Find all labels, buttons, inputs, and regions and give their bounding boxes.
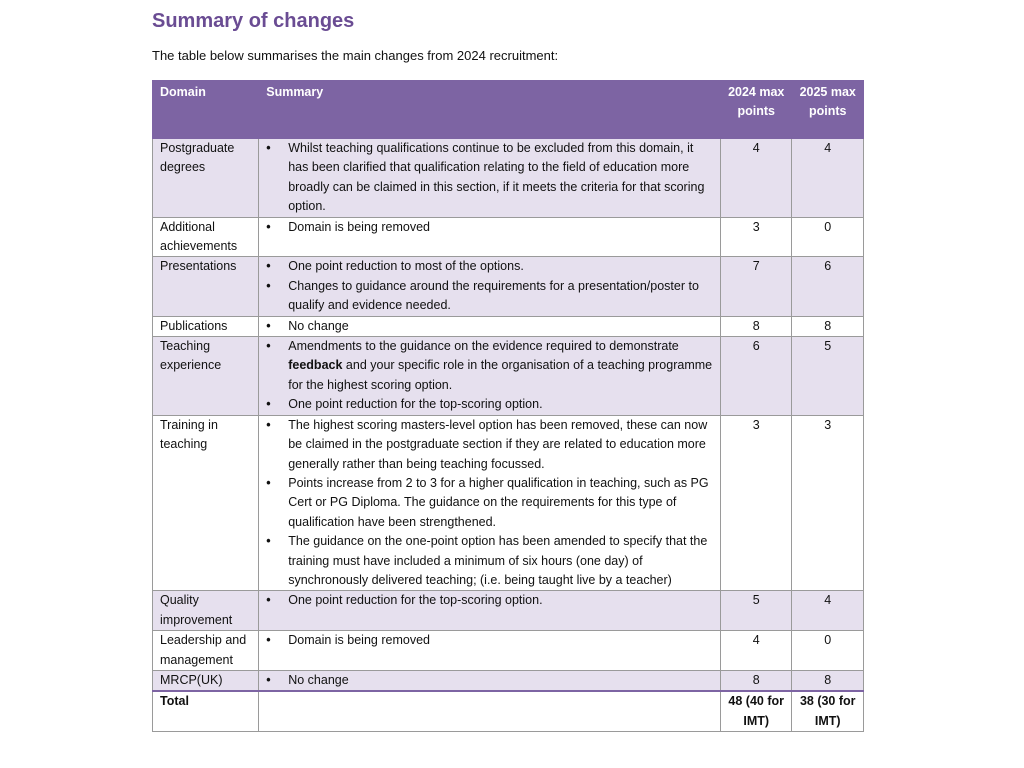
summary-cell (259, 139, 721, 218)
domain-cell: Quality improvement (153, 591, 259, 631)
changes-table (152, 80, 864, 732)
summary-bullet: • Changes to guidance around the requirements for a presentation/poster to qualify and evidence needed. (261, 277, 714, 316)
max-points-2025-cell: 0 (792, 217, 864, 257)
summary-bullet: • One point reduction for the top-scoring option. (261, 591, 714, 610)
table-row (153, 337, 864, 416)
max-points-2024-cell: 3 (720, 415, 792, 591)
table-row (153, 139, 864, 218)
header-2024-max-points: 2024 max points (720, 81, 792, 139)
max-points-2024-cell: 7 (720, 257, 792, 316)
summary-bullet: • No change (261, 671, 714, 690)
table-row (153, 257, 864, 316)
max-points-2025-cell: 4 (792, 139, 864, 218)
max-points-2024-cell: 3 (720, 217, 792, 257)
summary-bullet: • The guidance on the one-point option has been amended to specify that the training must have included a minimum of six hours (one day) of synchronously delivered teaching; (i.e. being taught live by a teacher) (261, 532, 714, 590)
domain-cell: Teaching experience (153, 337, 259, 416)
summary-cell (259, 337, 721, 416)
max-points-2025-cell: 0 (792, 631, 864, 671)
table-row (153, 591, 864, 631)
max-points-2025-cell: 6 (792, 257, 864, 316)
summary-cell (259, 316, 721, 336)
table-row (153, 415, 864, 591)
summary-bullet: • One point reduction for the top-scoring option. (261, 395, 714, 414)
summary-bullet: • Domain is being removed (261, 218, 714, 237)
document-page (152, 8, 864, 728)
max-points-2025-cell: 5 (792, 337, 864, 416)
domain-cell: Leadership and management (153, 631, 259, 671)
summary-cell (259, 217, 721, 257)
summary-bullet: • No change (261, 317, 714, 336)
page-title: Summary of changes (152, 10, 355, 32)
table-header-row (153, 81, 864, 139)
summary-bullet-list (261, 416, 714, 591)
header-2025-max-points: 2025 max points (792, 81, 864, 139)
max-points-2025-cell: 8 (792, 670, 864, 691)
domain-cell: Training in teaching (153, 415, 259, 591)
max-points-2024-cell: 4 (720, 631, 792, 671)
summary-cell (259, 591, 721, 631)
summary-bullet: • One point reduction to most of the options. (261, 257, 714, 276)
summary-bullet: • Domain is being removed (261, 631, 714, 650)
emphasis-text: feedback (288, 358, 343, 373)
domain-cell: Publications (153, 316, 259, 336)
summary-bullet-list (261, 317, 714, 336)
total-summary-empty (259, 691, 721, 731)
table-row (153, 316, 864, 336)
domain-cell: Postgraduate degrees (153, 139, 259, 218)
table-body (153, 139, 864, 732)
max-points-2024-cell: 6 (720, 337, 792, 416)
header-summary: Summary (259, 81, 721, 139)
summary-bullet: • Points increase from 2 to 3 for a higher qualification in teaching, such as PG Cert or PG Diploma. The guidance on the requirements for this type of qualification have been strengthened. (261, 474, 714, 532)
summary-bullet-list (261, 218, 714, 237)
max-points-2024-cell: 8 (720, 670, 792, 691)
max-points-2024-cell: 5 (720, 591, 792, 631)
intro-paragraph: The table below summarises the main changes from 2024 recruitment: (152, 48, 559, 63)
domain-cell: Presentations (153, 257, 259, 316)
max-points-2025-cell: 3 (792, 415, 864, 591)
max-points-2024-cell: 8 (720, 316, 792, 336)
summary-cell (259, 415, 721, 591)
total-row (153, 691, 864, 731)
summary-cell (259, 631, 721, 671)
total-2025-cell: 38 (30 for IMT) (792, 691, 864, 731)
summary-bullet: • Whilst teaching qualifications continue to be excluded from this domain, it has been clarified that qualification relating to the field of education more broadly can be claimed in this section, if it meets the criteria for that scoring option. (261, 139, 714, 217)
summary-bullet-list (261, 631, 714, 650)
max-points-2025-cell: 8 (792, 316, 864, 336)
summary-cell (259, 670, 721, 691)
summary-cell (259, 257, 721, 316)
summary-bullet-list (261, 257, 714, 315)
domain-cell: Additional achievements (153, 217, 259, 257)
header-domain: Domain (153, 81, 259, 139)
summary-bullet-list (261, 337, 714, 415)
summary-bullet: • Amendments to the guidance on the evidence required to demonstrate feedback and your specific role in the organisation of a teaching programme for the highest scoring option. (261, 337, 714, 395)
summary-bullet-list (261, 139, 714, 217)
domain-cell: MRCP(UK) (153, 670, 259, 691)
max-points-2025-cell: 4 (792, 591, 864, 631)
total-2024-cell: 48 (40 for IMT) (720, 691, 792, 731)
table-row (153, 631, 864, 671)
table-row (153, 217, 864, 257)
table-row (153, 670, 864, 691)
total-label: Total (153, 691, 259, 731)
summary-bullet: • The highest scoring masters-level option has been removed, these can now be claimed in the postgraduate section if they are related to education more generally rather than being teaching focussed. (261, 416, 714, 474)
summary-bullet-list (261, 591, 714, 610)
max-points-2024-cell: 4 (720, 139, 792, 218)
summary-bullet-list (261, 671, 714, 690)
